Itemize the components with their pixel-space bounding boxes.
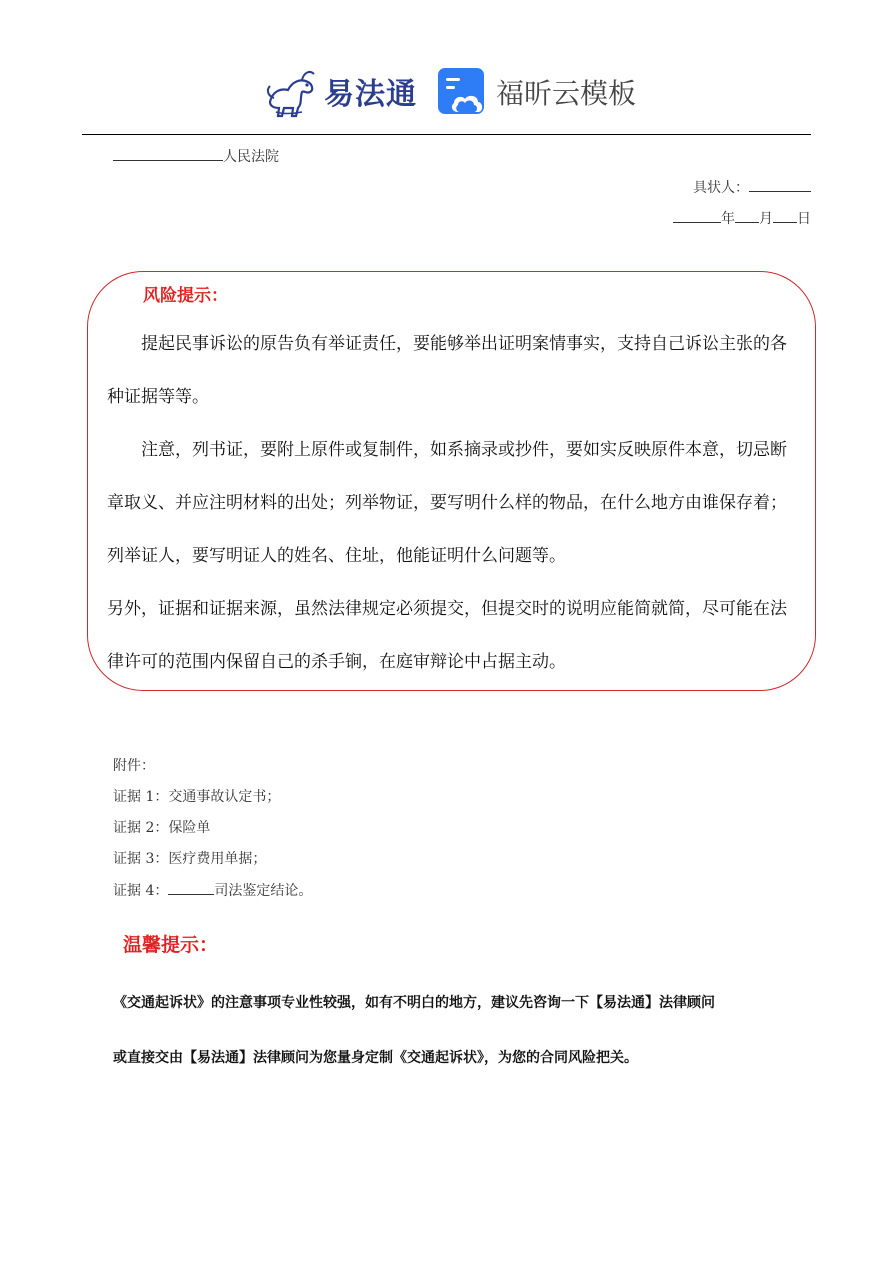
risk-line: 另外，证据和证据来源，虽然法律规定必须提交，但提交时的说明应能简就简，尽可能在法 [107, 599, 787, 619]
risk-line: 章取义、并应注明材料的出处；列举物证，要写明什么样的物品，在什么地方由谁保存着； [107, 493, 787, 513]
plaintiff-label: 具状人： [693, 180, 749, 196]
year-label: 年 [721, 211, 735, 227]
month-blank [735, 208, 759, 223]
risk-line: 提起民事诉讼的原告负有举证责任，要能够举出证明案情事实，支持自己诉讼主张的各 [107, 334, 787, 354]
plaintiff-blank [749, 177, 811, 192]
tip-line-2: 或直接交由【易法通】法律顾问为您量身定制《交通起诉状》，为您的合同风险把关。 [113, 1050, 638, 1066]
attachments-heading: 附件： [113, 758, 155, 774]
court-suffix: 人民法院 [223, 149, 279, 165]
risk-line: 律许可的范围内保留自己的杀手锏，在庭审辩论中占据主动。 [107, 652, 566, 672]
attachment-item: 证据 2：保险单 [113, 820, 211, 836]
attachment-item: 证据 1：交通事故认定书； [113, 789, 281, 805]
attachment-item: 证据 3：医疗费用单据； [113, 851, 267, 867]
attachment-item-4-suffix: 司法鉴定结论。 [214, 883, 313, 899]
brand-left-name: 易法通 [324, 77, 417, 112]
header-divider [82, 134, 811, 135]
day-label: 日 [797, 211, 811, 227]
court-name-blank [113, 146, 223, 161]
foxit-cloud-template-logo [436, 66, 636, 118]
document-header [0, 0, 893, 136]
tip-title: 温馨提示： [123, 934, 219, 956]
date-line [673, 208, 811, 228]
qilin-icon [262, 62, 320, 120]
attachment-item-4 [113, 880, 312, 901]
cloud-document-icon [436, 66, 488, 118]
month-label: 月 [759, 211, 773, 227]
attachment-item-4-prefix: 证据 4： [113, 883, 169, 899]
risk-line: 种证据等等。 [107, 387, 209, 407]
risk-line: 列举证人，要写明证人的姓名、住址，他能证明什么问题等。 [107, 546, 566, 566]
appraisal-blank [168, 880, 214, 895]
yifatong-logo [262, 62, 417, 120]
court-line [113, 146, 279, 166]
day-blank [773, 208, 797, 223]
risk-title: 风险提示： [143, 286, 228, 306]
tip-line-1: 《交通起诉状》的注意事项专业性较强，如有不明白的地方，建议先咨询一下【易法通】法律顾问 [113, 995, 715, 1011]
brand-right-name: 福昕云模板 [496, 77, 637, 110]
risk-line: 注意，列书证，要附上原件或复制件，如系摘录或抄件，要如实反映原件本意，切忌断 [107, 440, 787, 460]
year-blank [673, 208, 721, 223]
plaintiff-line [693, 177, 811, 197]
